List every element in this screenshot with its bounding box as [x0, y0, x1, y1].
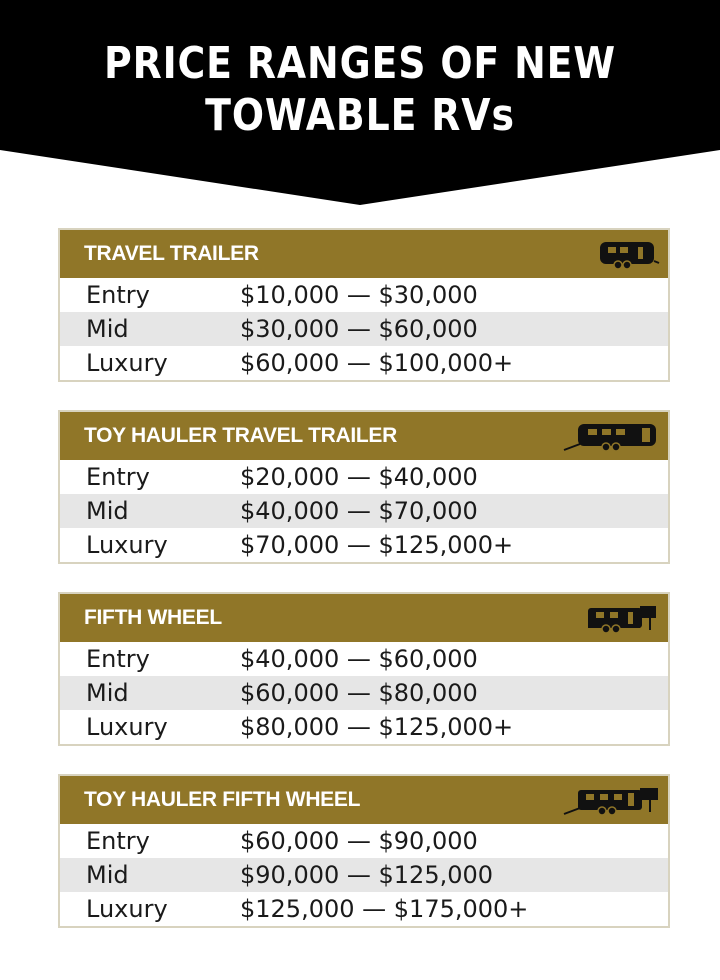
section-title: TOY HAULER FIFTH WHEEL	[84, 788, 361, 811]
title-banner	[0, 0, 720, 205]
table-row	[60, 494, 668, 528]
price-range: $90,000 — $125,000	[240, 861, 494, 889]
table-row	[60, 346, 668, 380]
tier-label: Mid	[86, 861, 129, 889]
table-row	[60, 312, 668, 346]
table-row	[60, 642, 668, 676]
section-fifth-wheel	[58, 592, 670, 746]
tier-label: Luxury	[86, 349, 168, 377]
section-header	[60, 412, 668, 460]
section-toy-hauler-fifth-wheel	[58, 774, 670, 928]
price-range: $40,000 — $70,000	[240, 497, 478, 525]
toy-hauler-travel-trailer-icon	[562, 418, 662, 458]
tier-label: Luxury	[86, 531, 168, 559]
table-row	[60, 858, 668, 892]
price-range: $70,000 — $125,000+	[240, 531, 514, 559]
price-range: $20,000 — $40,000	[240, 463, 478, 491]
table-row	[60, 824, 668, 858]
section-header	[60, 776, 668, 824]
tier-label: Mid	[86, 679, 129, 707]
tier-label: Entry	[86, 827, 150, 855]
title-line-2: TOWABLE RVs	[205, 90, 515, 141]
price-range: $40,000 — $60,000	[240, 645, 478, 673]
table-row	[60, 278, 668, 312]
toy-hauler-fifth-wheel-icon	[562, 782, 662, 822]
tier-label: Luxury	[86, 713, 168, 741]
table-row	[60, 460, 668, 494]
section-title: TRAVEL TRAILER	[84, 242, 259, 265]
tier-label: Mid	[86, 315, 129, 343]
title-line-1: PRICE RANGES OF NEW	[104, 38, 616, 89]
price-range: $80,000 — $125,000+	[240, 713, 514, 741]
price-range: $125,000 — $175,000+	[240, 895, 529, 923]
section-title: FIFTH WHEEL	[84, 606, 222, 629]
price-range: $60,000 — $100,000+	[240, 349, 514, 377]
price-range: $60,000 — $90,000	[240, 827, 478, 855]
tier-label: Luxury	[86, 895, 168, 923]
tier-label: Entry	[86, 281, 150, 309]
price-range: $60,000 — $80,000	[240, 679, 478, 707]
tier-label: Mid	[86, 497, 129, 525]
section-toy-hauler-travel-trailer	[58, 410, 670, 564]
price-range: $10,000 — $30,000	[240, 281, 478, 309]
page-title	[50, 38, 669, 142]
price-range: $30,000 — $60,000	[240, 315, 478, 343]
table-row	[60, 528, 668, 562]
section-travel-trailer	[58, 228, 670, 382]
fifth-wheel-icon	[584, 600, 660, 640]
section-header	[60, 230, 668, 278]
travel-trailer-icon	[596, 236, 660, 276]
tier-label: Entry	[86, 463, 150, 491]
section-title: TOY HAULER TRAVEL TRAILER	[84, 424, 397, 447]
tier-label: Entry	[86, 645, 150, 673]
section-header	[60, 594, 668, 642]
table-row	[60, 710, 668, 744]
table-row	[60, 892, 668, 926]
table-row	[60, 676, 668, 710]
